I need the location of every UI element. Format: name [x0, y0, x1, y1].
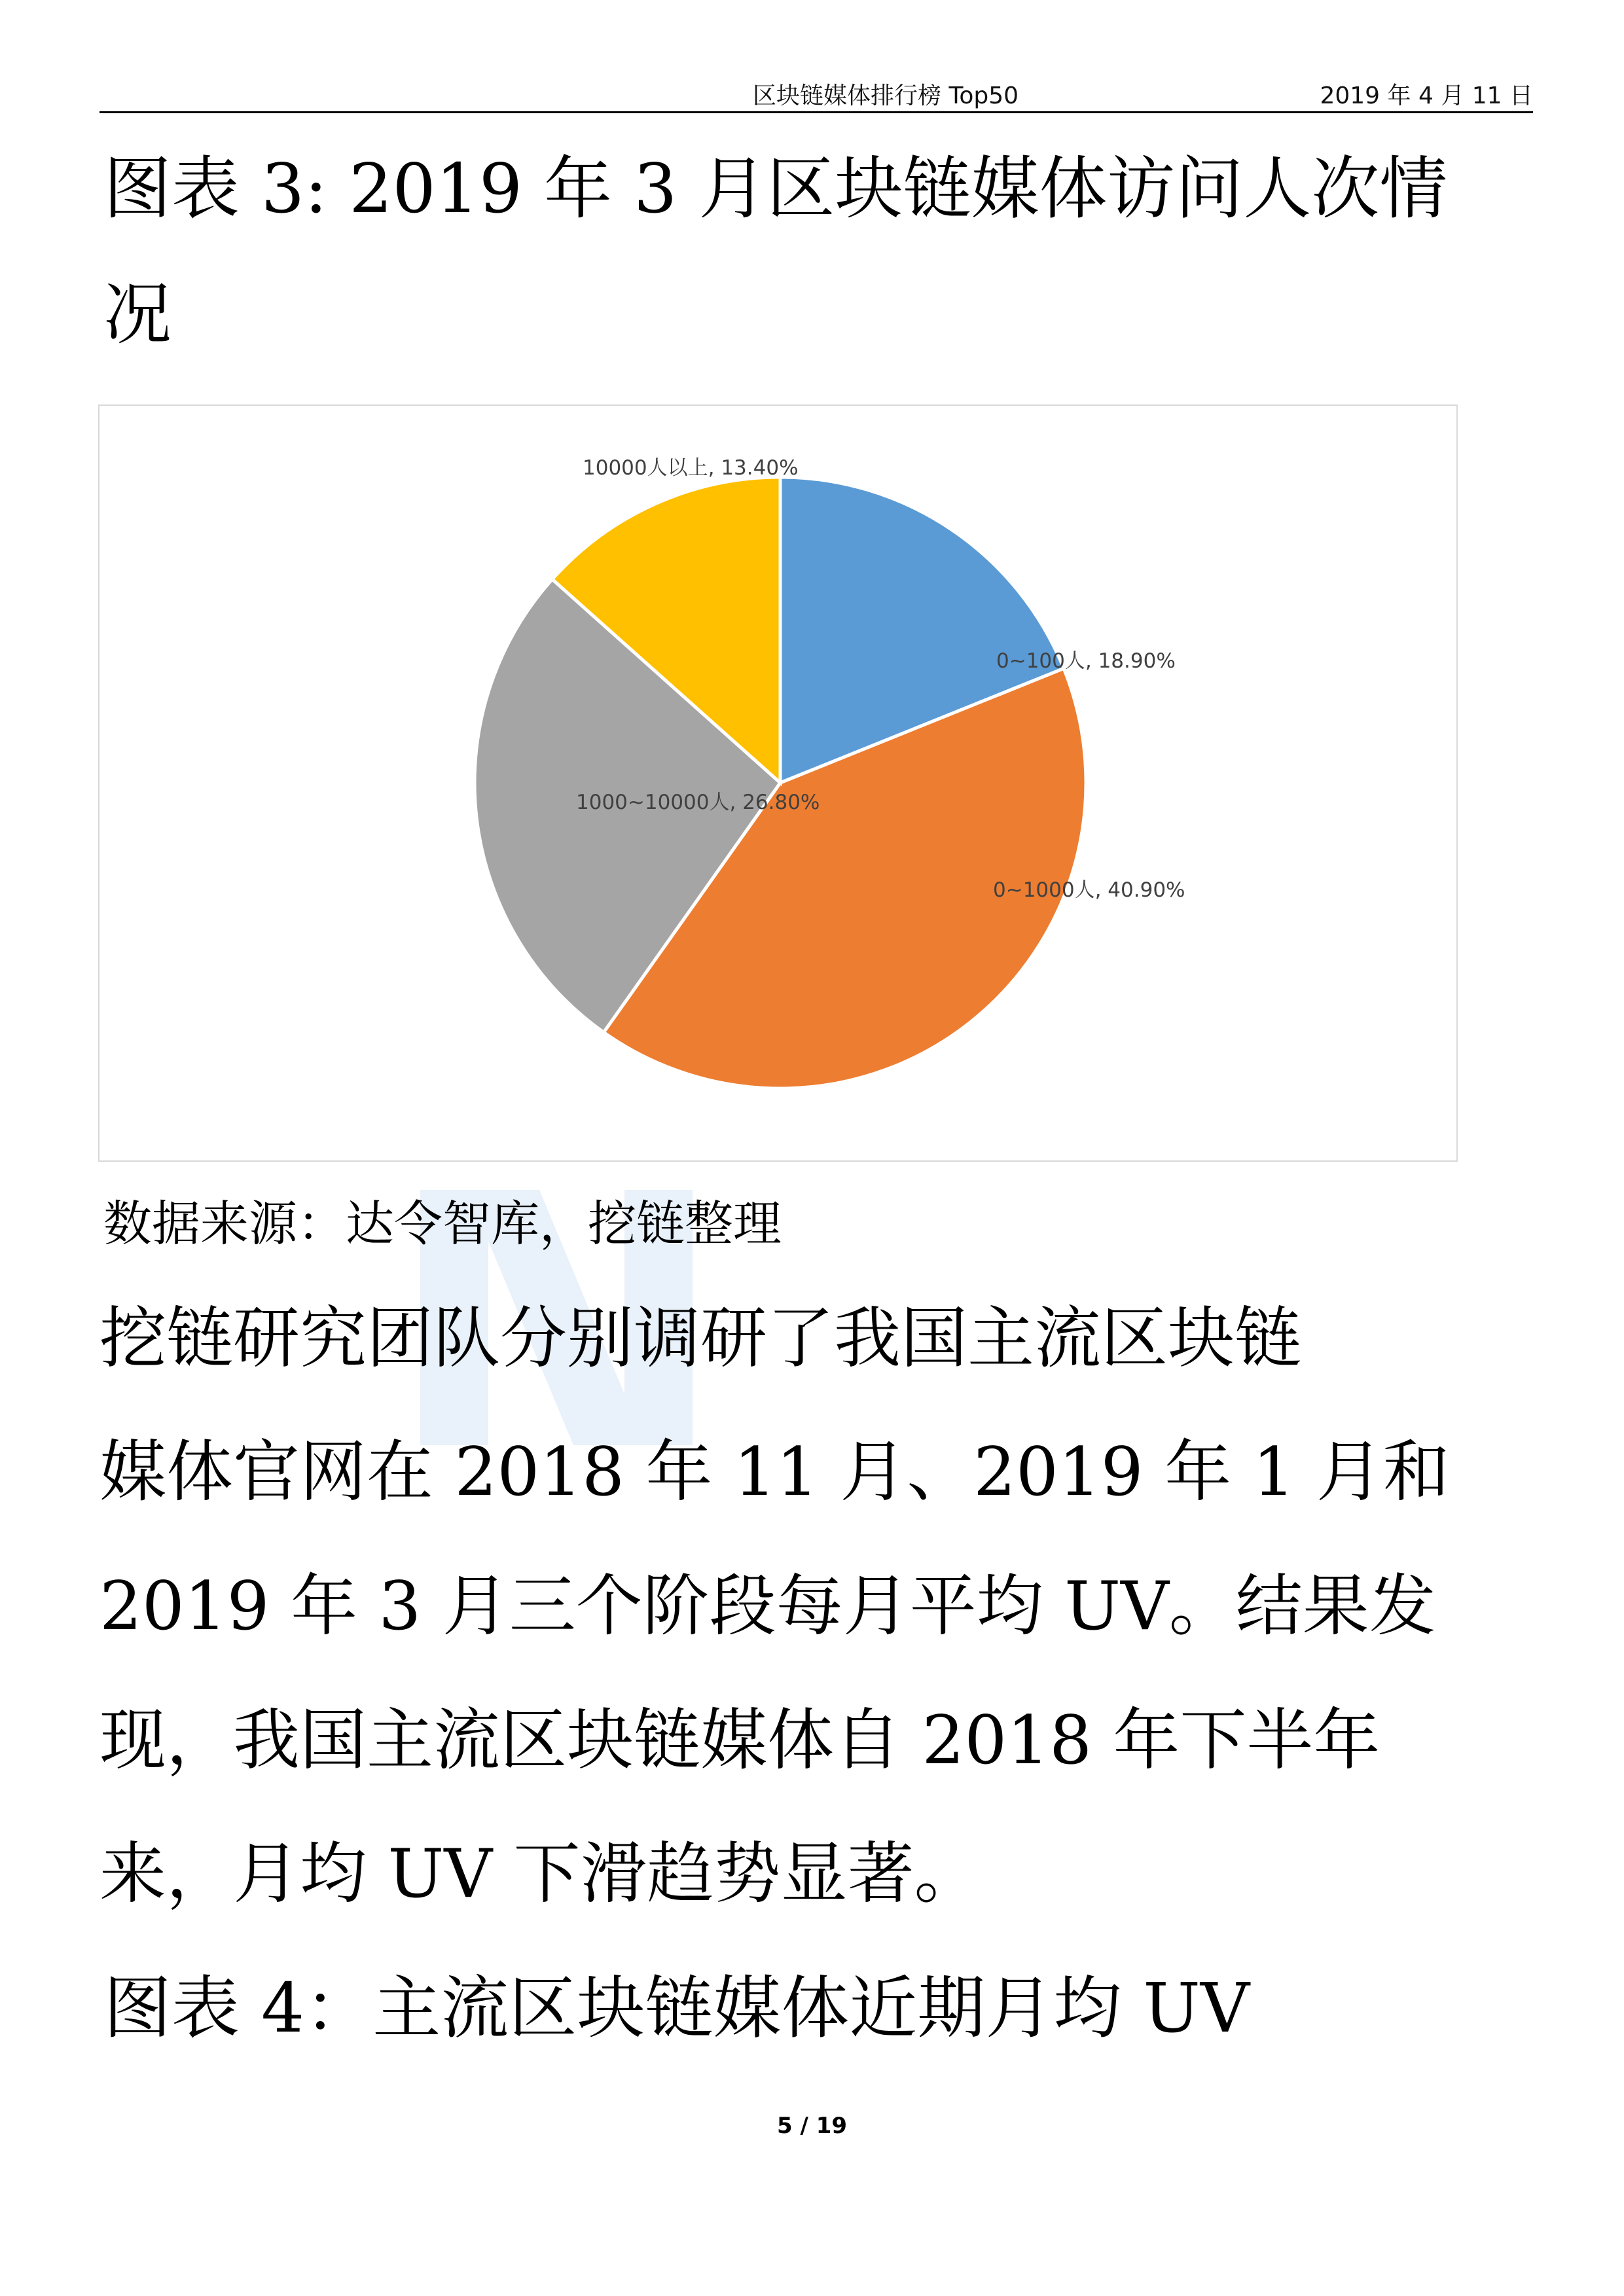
pie-data-label-1: 0~100人, 18.90%: [996, 649, 1176, 673]
pie-chart: [99, 406, 1459, 1163]
header-document-title: 区块链媒体排行榜 Top50: [753, 82, 1019, 109]
pie-data-label-3: 1000~10000人, 26.80%: [576, 791, 820, 814]
header-divider: [99, 111, 1533, 113]
body-line-5: 来，月均 UV 下滑趋势显著。: [99, 1835, 981, 1913]
figure3-title: 图表 3: 2019 年 3 月区块链媒体访问人次情: [103, 149, 1448, 228]
body-line-3: 2019 年 3 月三个阶段每月平均 UV。结果发: [99, 1568, 1436, 1645]
figure3-source: 数据来源：达令智库，挖链整理: [103, 1196, 782, 1252]
figure4-title: 图表 4：主流区块链媒体近期月均 UV: [103, 1968, 1250, 2048]
header-date: 2019 年 4 月 11 日: [1320, 82, 1533, 109]
pie-data-label-4: 10000人以上, 13.40%: [583, 456, 799, 480]
figure3-title-continued: 况: [103, 274, 172, 354]
body-line-4: 现，我国主流区块链媒体自 2018 年下半年: [99, 1702, 1380, 1780]
page-number: 5 / 19: [776, 2113, 848, 2139]
pie-data-label-2: 0~1000人, 40.90%: [993, 878, 1185, 902]
body-line-1: 挖链研究团队分别调研了我国主流区块链: [99, 1300, 1301, 1378]
pie-chart-frame: [98, 404, 1458, 1162]
body-line-2: 媒体官网在 2018 年 11 月、2019 年 1 月和: [99, 1433, 1450, 1511]
